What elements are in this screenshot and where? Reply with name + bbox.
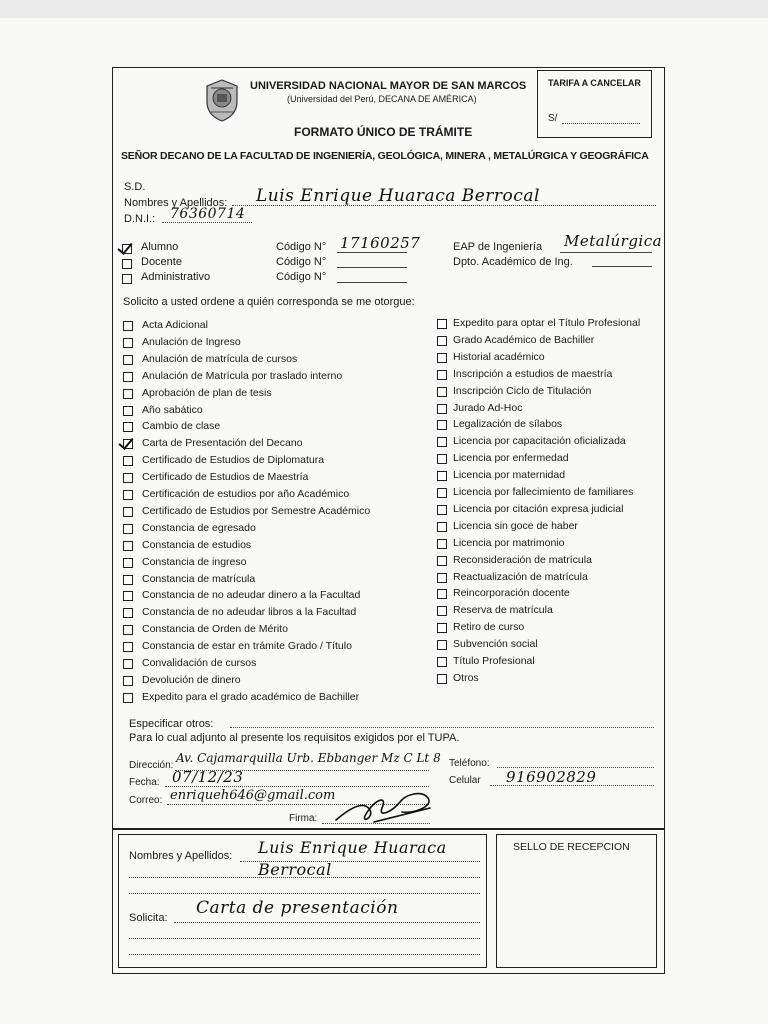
fecha-field[interactable]: 07/12/23 bbox=[172, 768, 244, 786]
codigo-field-3[interactable] bbox=[337, 282, 407, 283]
university-name: UNIVERSIDAD NACIONAL MAYOR DE SAN MARCOS bbox=[250, 80, 527, 92]
telefono-label: Teléfono: bbox=[449, 758, 490, 769]
tarifa-currency: S/ bbox=[548, 113, 558, 124]
tarifa-amount-field[interactable] bbox=[562, 123, 640, 124]
codigo-label-1: Código N° bbox=[276, 241, 327, 253]
eap-label: EAP de Ingeniería bbox=[453, 241, 543, 253]
administrativo-checkbox[interactable] bbox=[122, 274, 132, 284]
name-label: Nombres y Apellidos: bbox=[124, 197, 228, 209]
dni-label: D.N.I.: bbox=[124, 213, 156, 225]
solicita-line-3 bbox=[129, 954, 480, 955]
options-left-checkbox[interactable] bbox=[123, 642, 133, 652]
options-right-label: Licencia por fallecimiento de familiares bbox=[453, 486, 634, 498]
options-left-checkbox[interactable] bbox=[123, 422, 133, 432]
options-right-label: Licencia sin goce de haber bbox=[453, 519, 578, 532]
tarifa-box bbox=[537, 70, 652, 138]
receipt-name-line-3 bbox=[129, 893, 480, 894]
options-left-label: Certificado de Estudios de Diplomatura bbox=[142, 454, 325, 467]
correo-label: Correo: bbox=[129, 795, 163, 806]
options-right-checkbox[interactable] bbox=[437, 319, 447, 329]
request-intro: Solicito a usted ordene a quién corresponda se me otorgue: bbox=[123, 296, 415, 308]
dni-field-line bbox=[162, 222, 252, 223]
options-left-label: Constancia de no adeudar dinero a la Facultad bbox=[142, 589, 361, 602]
options-left-checkbox[interactable] bbox=[123, 372, 133, 382]
options-right-label: Reincorporación docente bbox=[453, 587, 570, 600]
alumno-checkbox[interactable] bbox=[122, 244, 132, 254]
options-left-checkbox[interactable] bbox=[123, 389, 133, 399]
especificar-field[interactable] bbox=[230, 727, 654, 728]
options-right-label: Reactualización de matrícula bbox=[453, 570, 588, 583]
sello-label: SELLO DE RECEPCION bbox=[513, 841, 630, 853]
options-right-checkbox[interactable] bbox=[437, 505, 447, 515]
solicita-line-2 bbox=[129, 938, 480, 939]
eap-line bbox=[560, 252, 652, 253]
receipt-name-field-1[interactable]: Luis Enrique Huaraca bbox=[258, 838, 447, 857]
solicita-label: Solicita: bbox=[129, 912, 168, 924]
options-right-label: Licencia por maternidad bbox=[453, 469, 566, 482]
options-left-checkbox[interactable] bbox=[123, 456, 133, 466]
options-right-label: Licencia por capacitación oficializada bbox=[453, 435, 626, 448]
docente-checkbox[interactable] bbox=[122, 259, 132, 269]
options-right-checkbox[interactable] bbox=[437, 522, 447, 532]
celular-field[interactable]: 916902829 bbox=[506, 768, 597, 786]
options-right-checkbox[interactable] bbox=[437, 589, 447, 599]
codigo-label-2: Código N° bbox=[276, 256, 327, 268]
options-right-label: Título Profesional bbox=[453, 655, 535, 667]
options-right-checkbox[interactable] bbox=[437, 437, 447, 447]
options-left-label: Devolución de dinero bbox=[142, 673, 241, 686]
options-left-label: Aprobación de plan de tesis bbox=[142, 386, 272, 399]
name-field[interactable]: Luis Enrique Huaraca Berrocal bbox=[256, 186, 540, 206]
options-left-checkbox[interactable] bbox=[123, 541, 133, 551]
options-right-checkbox[interactable] bbox=[437, 471, 447, 481]
sello-box bbox=[496, 834, 657, 968]
firma-label: Firma: bbox=[289, 813, 318, 824]
options-right-checkbox[interactable] bbox=[437, 454, 447, 464]
options-right-label: Otros bbox=[453, 671, 479, 684]
options-right-label: Inscripción a estudios de maestría bbox=[453, 367, 613, 380]
options-left-checkbox[interactable] bbox=[123, 659, 133, 669]
university-subtitle: (Universidad del Perú, DECANA DE AMÉRICA) bbox=[287, 94, 477, 104]
options-right-checkbox[interactable] bbox=[437, 623, 447, 633]
options-right-checkbox[interactable] bbox=[437, 420, 447, 430]
options-left-label: Cambio de clase bbox=[142, 420, 221, 433]
role-label-administrativo: Administrativo bbox=[141, 271, 211, 283]
options-right-label: Subvención social bbox=[453, 638, 538, 651]
options-right-checkbox[interactable] bbox=[437, 539, 447, 549]
options-right-checkbox[interactable] bbox=[437, 606, 447, 616]
options-left-checkbox[interactable] bbox=[123, 507, 133, 517]
options-left-checkbox[interactable] bbox=[123, 355, 133, 365]
signature-icon bbox=[330, 786, 442, 830]
receipt-name-field-2[interactable]: Berrocal bbox=[258, 860, 332, 879]
options-right-checkbox[interactable] bbox=[437, 387, 447, 397]
university-seal-icon bbox=[203, 78, 241, 122]
options-left-checkbox[interactable] bbox=[123, 439, 133, 449]
options-right-label: Expedito para optar el Título Profesional bbox=[453, 317, 641, 329]
codigo-line-1 bbox=[337, 252, 407, 253]
options-right-checkbox[interactable] bbox=[437, 674, 447, 684]
dni-field[interactable]: 76360714 bbox=[170, 206, 246, 222]
options-left-checkbox[interactable] bbox=[123, 490, 133, 500]
options-right-label: Reserva de matrícula bbox=[453, 604, 553, 617]
role-label-docente: Docente bbox=[141, 256, 182, 268]
options-right-label: Licencia por matrimonio bbox=[453, 536, 565, 549]
options-left-checkbox[interactable] bbox=[123, 338, 133, 348]
options-right-label: Licencia por enfermedad bbox=[453, 452, 569, 465]
sd-label: S.D. bbox=[124, 181, 146, 193]
especificar-label: Especificar otros: bbox=[129, 718, 214, 730]
options-left-checkbox[interactable] bbox=[123, 625, 133, 635]
options-right-label: Legalización de sílabos bbox=[453, 418, 563, 431]
options-left-label: Carta de Presentación del Decano bbox=[142, 437, 303, 450]
options-right-checkbox[interactable] bbox=[437, 404, 447, 414]
options-right-label: Historial académico bbox=[453, 350, 545, 363]
adjunto-text: Para lo cual adjunto al presente los requisitos exigidos por el TUPA. bbox=[129, 732, 460, 744]
options-left-checkbox[interactable] bbox=[123, 406, 133, 416]
options-left-label: Constancia de Orden de Mérito bbox=[142, 623, 288, 636]
options-left-checkbox[interactable] bbox=[123, 558, 133, 568]
options-left-label: Certificado de Estudios de Maestría bbox=[142, 471, 309, 484]
options-left-checkbox[interactable] bbox=[123, 321, 133, 331]
options-right-checkbox[interactable] bbox=[437, 353, 447, 363]
codigo-field-1[interactable]: 17160257 bbox=[340, 234, 421, 252]
options-left-label: Constancia de no adeudar libros a la Facultad bbox=[142, 606, 357, 619]
codigo-field-2[interactable] bbox=[337, 267, 407, 268]
role-label-alumno: Alumno bbox=[141, 241, 179, 253]
options-left-label: Constancia de estar en trámite Grado / Título bbox=[142, 640, 352, 653]
options-left-label: Constancia de egresado bbox=[142, 521, 256, 534]
dpto-field[interactable] bbox=[592, 266, 652, 267]
options-right-label: Retiro de curso bbox=[453, 621, 525, 634]
options-left-checkbox[interactable] bbox=[123, 591, 133, 601]
eap-field[interactable]: Metalúrgica bbox=[564, 232, 663, 250]
options-left-checkbox[interactable] bbox=[123, 524, 133, 534]
direccion-field[interactable]: Av. Cajamarquilla Urb. Ebbanger Mz C Lt 8 bbox=[176, 751, 441, 765]
codigo-label-3: Código N° bbox=[276, 271, 327, 283]
options-right-label: Licencia por citación expresa judicial bbox=[453, 502, 624, 515]
options-left-checkbox[interactable] bbox=[123, 473, 133, 483]
correo-field[interactable]: enriqueh646@gmail.com bbox=[170, 788, 336, 803]
options-right-label: Reconsideración de matrícula bbox=[453, 553, 592, 566]
options-right-checkbox[interactable] bbox=[437, 336, 447, 346]
options-right-checkbox[interactable] bbox=[437, 573, 447, 583]
options-left-checkbox[interactable] bbox=[123, 575, 133, 585]
receipt-name-label: Nombres y Apellidos: bbox=[129, 850, 233, 862]
options-left-label: Convalidación de cursos bbox=[142, 657, 257, 669]
options-right-checkbox[interactable] bbox=[437, 640, 447, 650]
tarifa-label: TARIFA A CANCELAR bbox=[548, 78, 641, 88]
options-left-label: Anulación de Matrícula por traslado interno bbox=[142, 369, 343, 382]
options-left-label: Anulación de Ingreso bbox=[142, 335, 241, 348]
options-left-label: Expedito para el grado académico de Bachiller bbox=[142, 690, 360, 703]
options-left-checkbox[interactable] bbox=[123, 608, 133, 618]
form-title: FORMATO ÚNICO DE TRÁMITE bbox=[294, 125, 473, 139]
fecha-label: Fecha: bbox=[129, 777, 160, 788]
options-left-label: Certificado de Estudios por Semestre Académico bbox=[142, 504, 371, 517]
options-left-label: Certificación de estudios por año Académico bbox=[142, 488, 350, 500]
options-left-label: Año sabático bbox=[142, 403, 203, 416]
options-right-checkbox[interactable] bbox=[437, 657, 447, 667]
addressee-line: SEÑOR DECANO DE LA FACULTAD DE INGENIERÍA, GEOLÓGICA, MINERA , METALÚRGICA Y GEOGRÁFICA bbox=[121, 150, 649, 162]
options-left-label: Constancia de estudios bbox=[142, 538, 252, 551]
dpto-label: Dpto. Académico de Ing. bbox=[453, 256, 573, 268]
options-left-checkbox[interactable] bbox=[123, 693, 133, 703]
options-right-label: Jurado Ad-Hoc bbox=[453, 401, 523, 414]
direccion-label: Dirección: bbox=[129, 760, 174, 771]
options-right-checkbox[interactable] bbox=[437, 488, 447, 498]
options-left-label: Acta Adicional bbox=[142, 319, 208, 331]
options-left-checkbox[interactable] bbox=[123, 676, 133, 686]
options-left-label: Constancia de ingreso bbox=[142, 555, 247, 568]
celular-label: Celular bbox=[449, 775, 481, 786]
options-left-label: Anulación de matrícula de cursos bbox=[142, 352, 298, 365]
solicita-line-1 bbox=[174, 922, 480, 923]
options-right-checkbox[interactable] bbox=[437, 370, 447, 380]
options-right-label: Grado Académico de Bachiller bbox=[453, 333, 595, 346]
solicita-field[interactable]: Carta de presentación bbox=[196, 898, 399, 918]
options-right-label: Inscripción Ciclo de Titulación bbox=[453, 384, 592, 397]
options-right-checkbox[interactable] bbox=[437, 556, 447, 566]
options-left-label: Constancia de matrícula bbox=[142, 572, 256, 585]
